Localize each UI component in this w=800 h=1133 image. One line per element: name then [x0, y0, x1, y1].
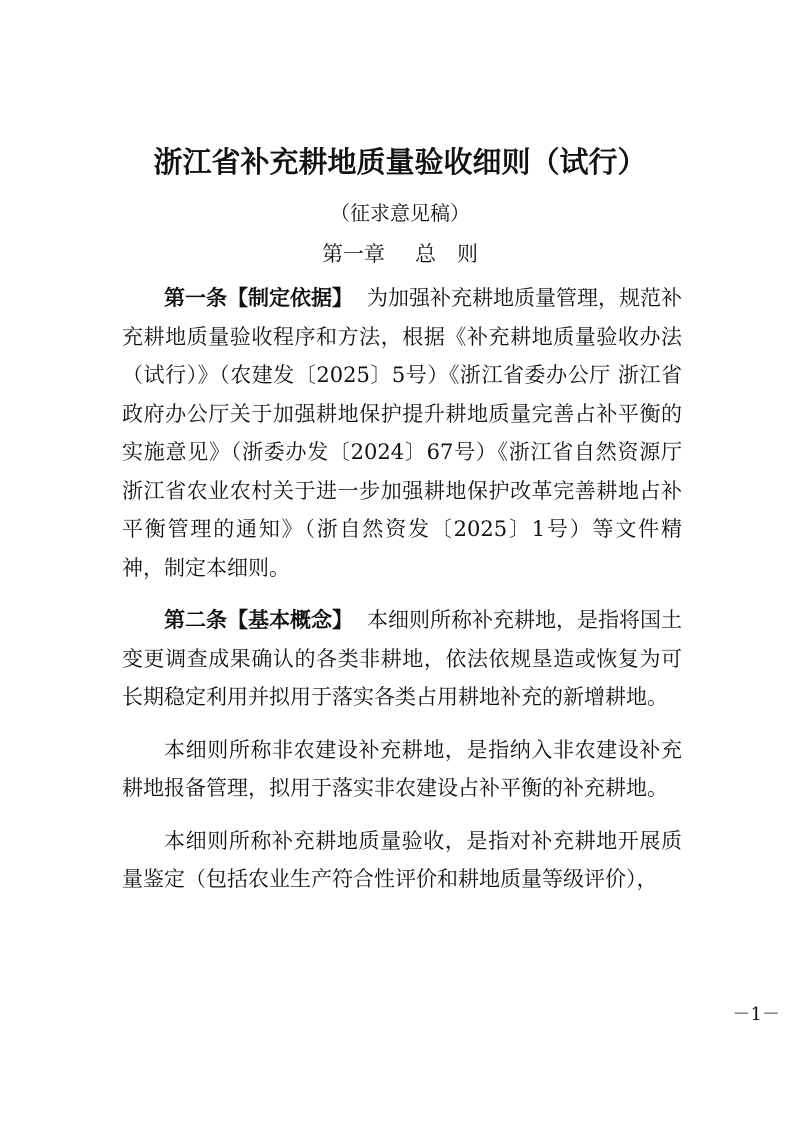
article-2	[122, 601, 682, 717]
article-1-text: 为加强补充耕地质量管理，规范补充耕地质量验收程序和方法，根据《补充耕地质量验收办法（试行）》（农建发〔2025〕5号）《浙江省委办公厅 浙江省政府办公厅关于加强耕地保护提升耕地质量完善占补平衡的实施意见》（浙委办发〔2024〕67号）《浙江省自然资源厅 浙江省农业农村关于进一步加强耕地保护改革完善耕地占补平衡管理的通知》（浙自然资发〔2025〕1号）等文件精神，制定本细则。	[122, 286, 682, 580]
article-1-heading: 第一条【制定依据】	[164, 286, 353, 310]
chapter-name: 总 则	[415, 242, 478, 266]
article-2-heading: 第二条【基本概念】	[164, 608, 353, 632]
article-2-paragraph-3	[122, 822, 682, 899]
article-2-paragraph-3-text: 本细则所称补充耕地质量验收，是指对补充耕地开展质量鉴定（包括农业生产符合性评价和耕地质量等级评价），	[122, 828, 682, 891]
document-subtitle: （征求意见稿）	[330, 201, 470, 225]
page-number: －1－	[732, 1004, 780, 1025]
chapter-heading	[0, 238, 800, 268]
article-1	[122, 279, 682, 587]
chapter-number: 第一章	[322, 242, 385, 266]
body-text	[122, 279, 682, 899]
article-2-paragraph-2-text: 本细则所称非农建设补充耕地，是指纳入非农建设补充耕地报备管理，拟用于落实非农建设占补平衡的补充耕地。	[122, 737, 682, 800]
article-2-paragraph-2	[122, 731, 682, 808]
article-2-text: 本细则所称补充耕地，是指将国土变更调查成果确认的各类非耕地，依法依规垦造或恢复为可长期稳定利用并拟用于落实各类占用耕地补充的新增耕地。	[122, 608, 682, 709]
document-title: 浙江省补充耕地质量验收细则（试行）	[153, 145, 647, 179]
